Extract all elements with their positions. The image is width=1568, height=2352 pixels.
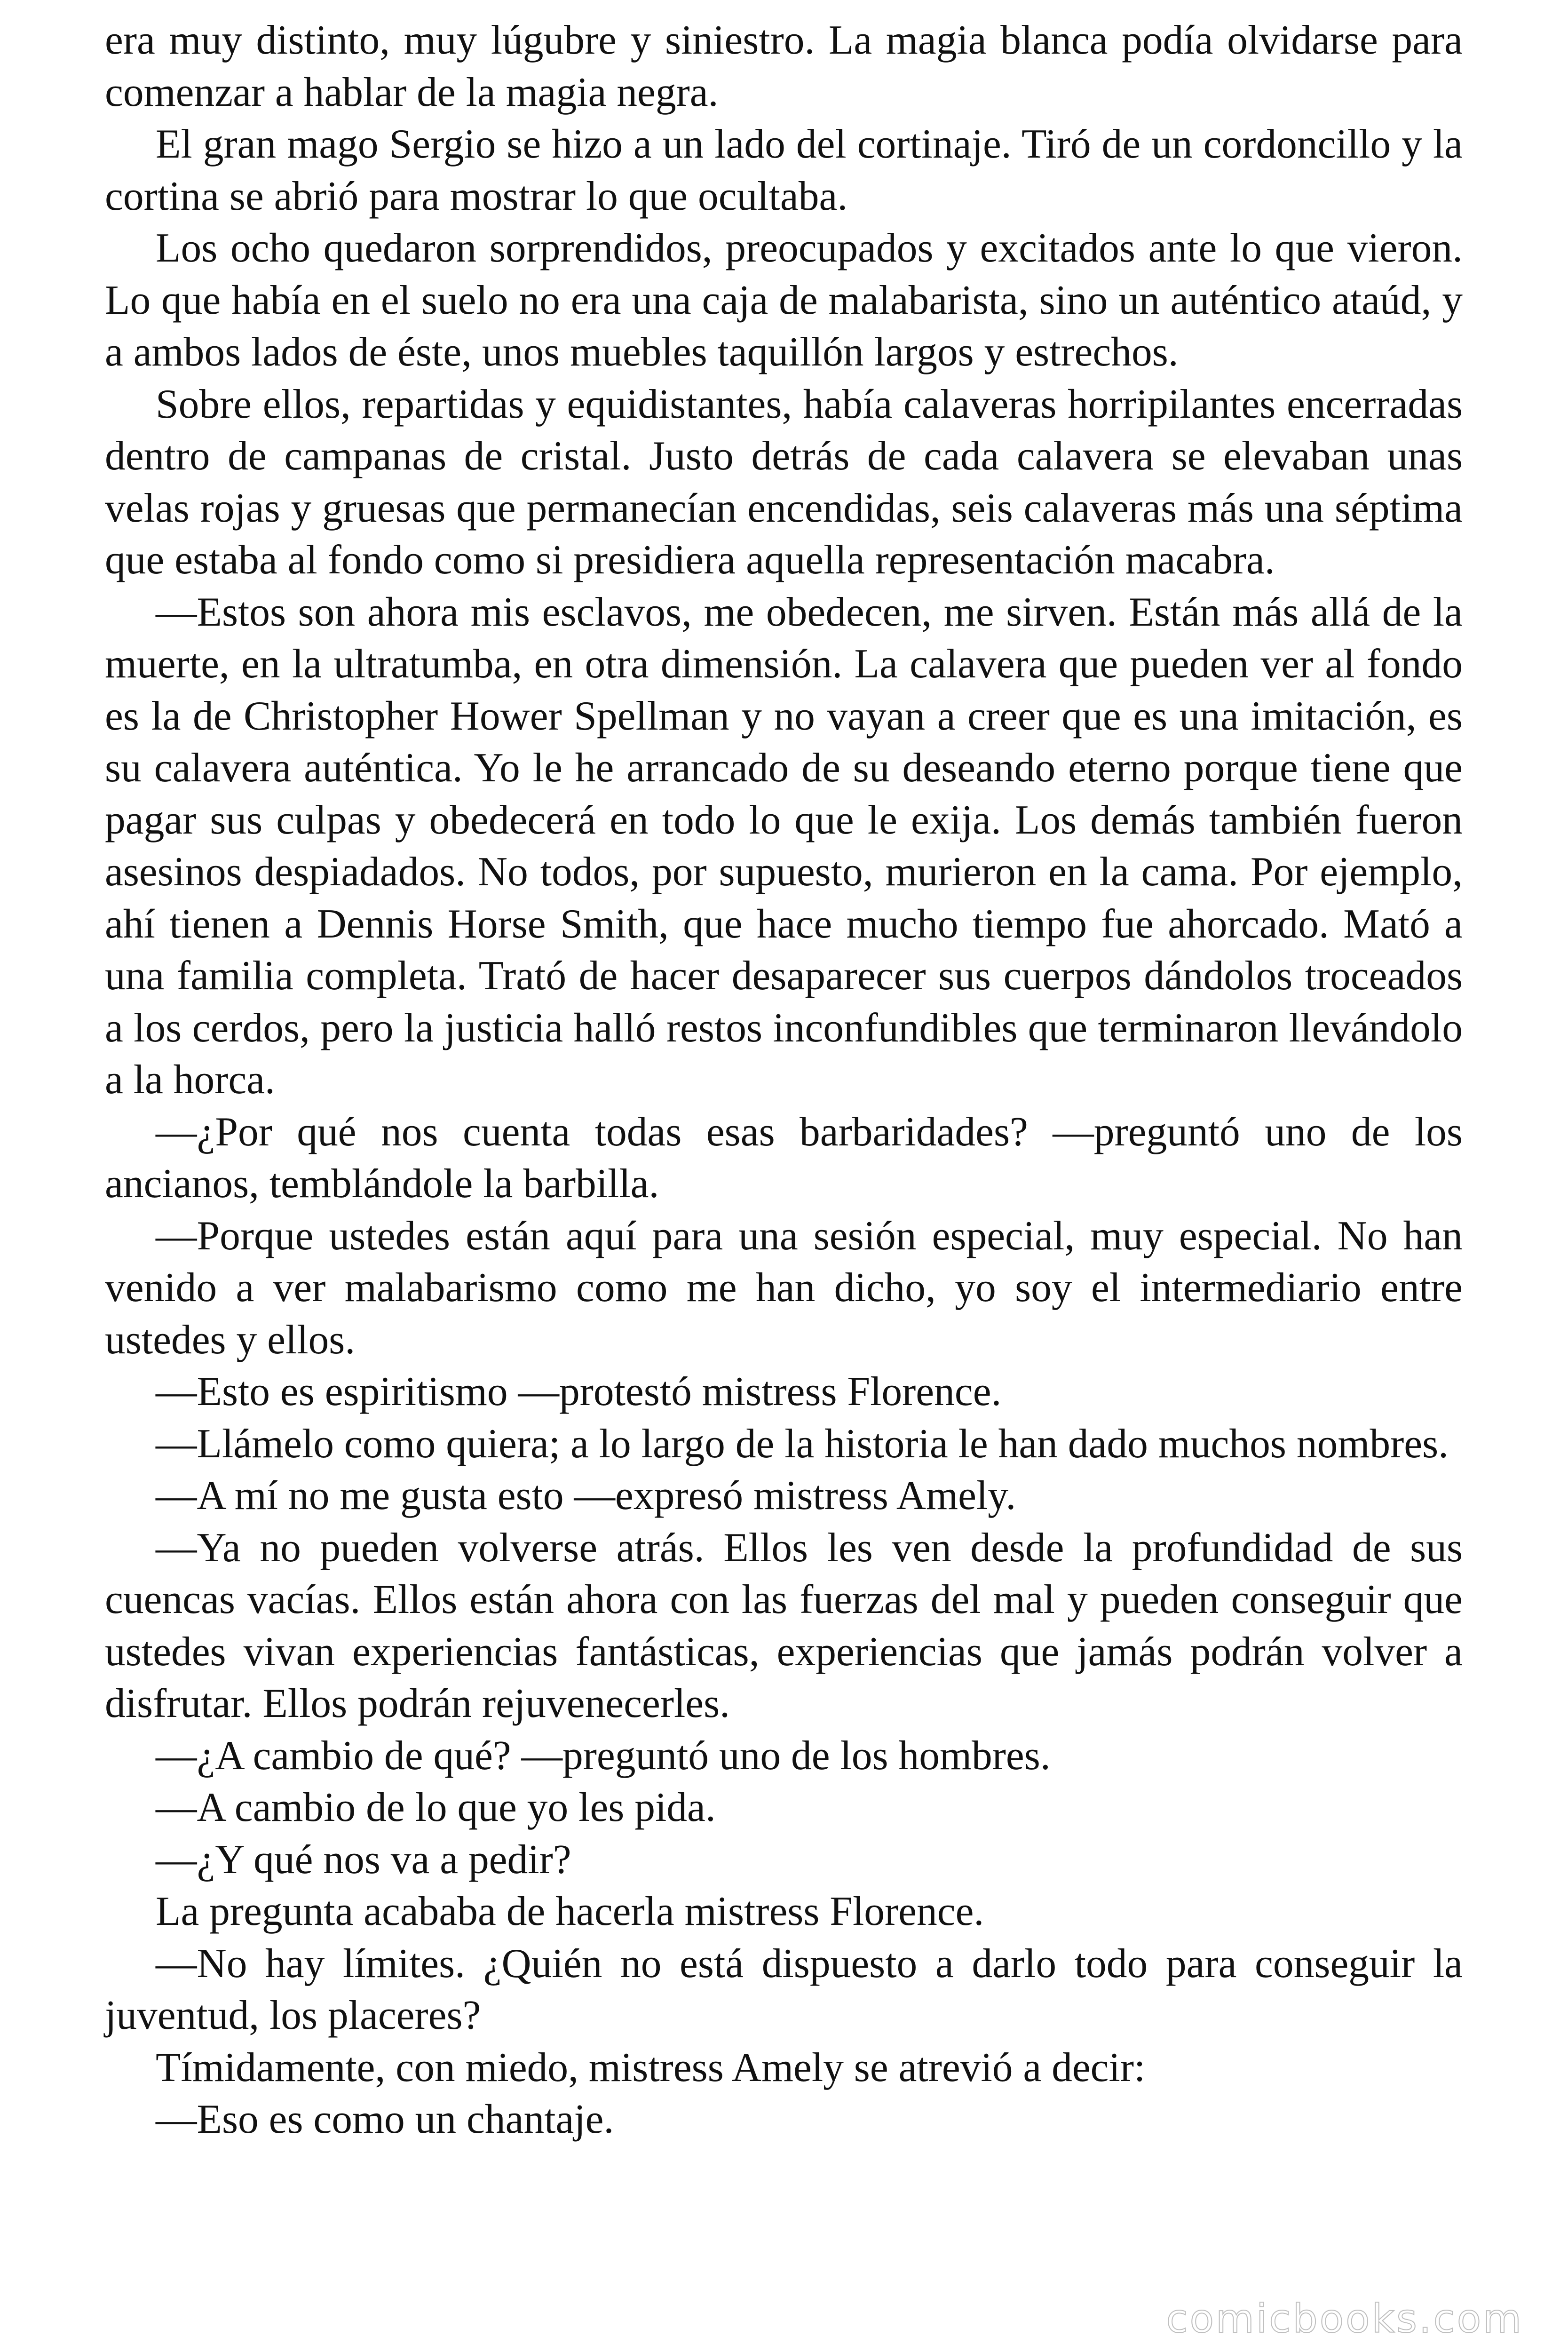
paragraph: El gran mago Sergio se hizo a un lado del cortinaje. Tiró de un cordoncillo y la cortina se abrió para mostrar lo que ocultaba. [105,121,1463,219]
paragraph: Los ocho quedaron sorprendidos, preocupados y excitados ante lo que vieron. Lo que había en el suelo no era una caja de malabarista, sino un auténtico ataúd, y a ambos lados de éste, unos muebles taquillón largos y estrechos. [105,225,1463,374]
paragraph: Sobre ellos, repartidas y equidistantes, había calaveras horripilantes encerradas dentro de campanas de cristal. Justo detrás de cada calavera se elevaban unas velas rojas y gruesas que permanecían encendidas, seis calaveras más una séptima que estaba al fondo como si presidiera aquella representación macabra. [105,381,1463,582]
paragraph: —A mí no me gusta esto —expresó mistress Amely. [156,1472,1016,1518]
paragraph: era muy distinto, muy lúgubre y siniestro. La magia blanca podía olvidarse para comenzar a hablar de la magia negra. [105,17,1463,115]
paragraph: —A cambio de lo que yo les pida. [156,1784,716,1830]
paragraph: —Llámelo como quiera; a lo largo de la historia le han dado muchos nombres. [156,1420,1449,1466]
paragraph: —¿Por qué nos cuenta todas esas barbaridades? —preguntó uno de los ancianos, temblándole la barbilla. [105,1108,1463,1206]
paragraph: Tímidamente, con miedo, mistress Amely se atrevió a decir: [156,2044,1146,2090]
paragraph: —Porque ustedes están aquí para una sesión especial, muy especial. No han venido a ver malabarismo como me han dicho, yo soy el intermediario entre ustedes y ellos. [105,1212,1463,1362]
paragraph: —Esto es espiritismo —protestó mistress Florence. [156,1368,1002,1414]
paragraph: —¿A cambio de qué? —preguntó uno de los hombres. [156,1732,1051,1778]
book-page-text [105,14,1463,2145]
watermark: comicbooks.com [1166,2296,1523,2342]
paragraph: —¿Y qué nos va a pedir? [156,1836,571,1882]
paragraph: —No hay límites. ¿Quién no está dispuesto a darlo todo para conseguir la juventud, los placeres? [105,1940,1463,2038]
paragraph: La pregunta acababa de hacerla mistress Florence. [156,1888,984,1934]
paragraph: —Ya no pueden volverse atrás. Ellos les ven desde la profundidad de sus cuencas vacías. Ellos están ahora con las fuerzas del mal y pueden conseguir que ustedes vivan experiencias fantásticas, experiencias que jamás podrán volver a disfrutar. Ellos podrán rejuvenecerles. [105,1524,1463,1726]
paragraph: —Eso es como un chantaje. [156,2096,614,2142]
paragraph: —Estos son ahora mis esclavos, me obedecen, me sirven. Están más allá de la muerte, en la ultratumba, en otra dimensión. La calavera que pueden ver al fondo es la de Christopher Hower Spellman y no vayan a creer que es una imitación, es su calavera auténtica. Yo le he arrancado de su deseando eterno porque tiene que pagar sus culpas y obedecerá en todo lo que le exija. Los demás también fueron asesinos despiadados. No todos, por supuesto, murieron en la cama. Por ejemplo, ahí tienen a Dennis Horse Smith, que hace mucho tiempo fue ahorcado. Mató a una familia completa. Trató de hacer desaparecer sus cuerpos dándolos troceados a los cerdos, pero la justicia halló restos inconfundibles que terminaron llevándolo a la horca. [105,588,1463,1102]
